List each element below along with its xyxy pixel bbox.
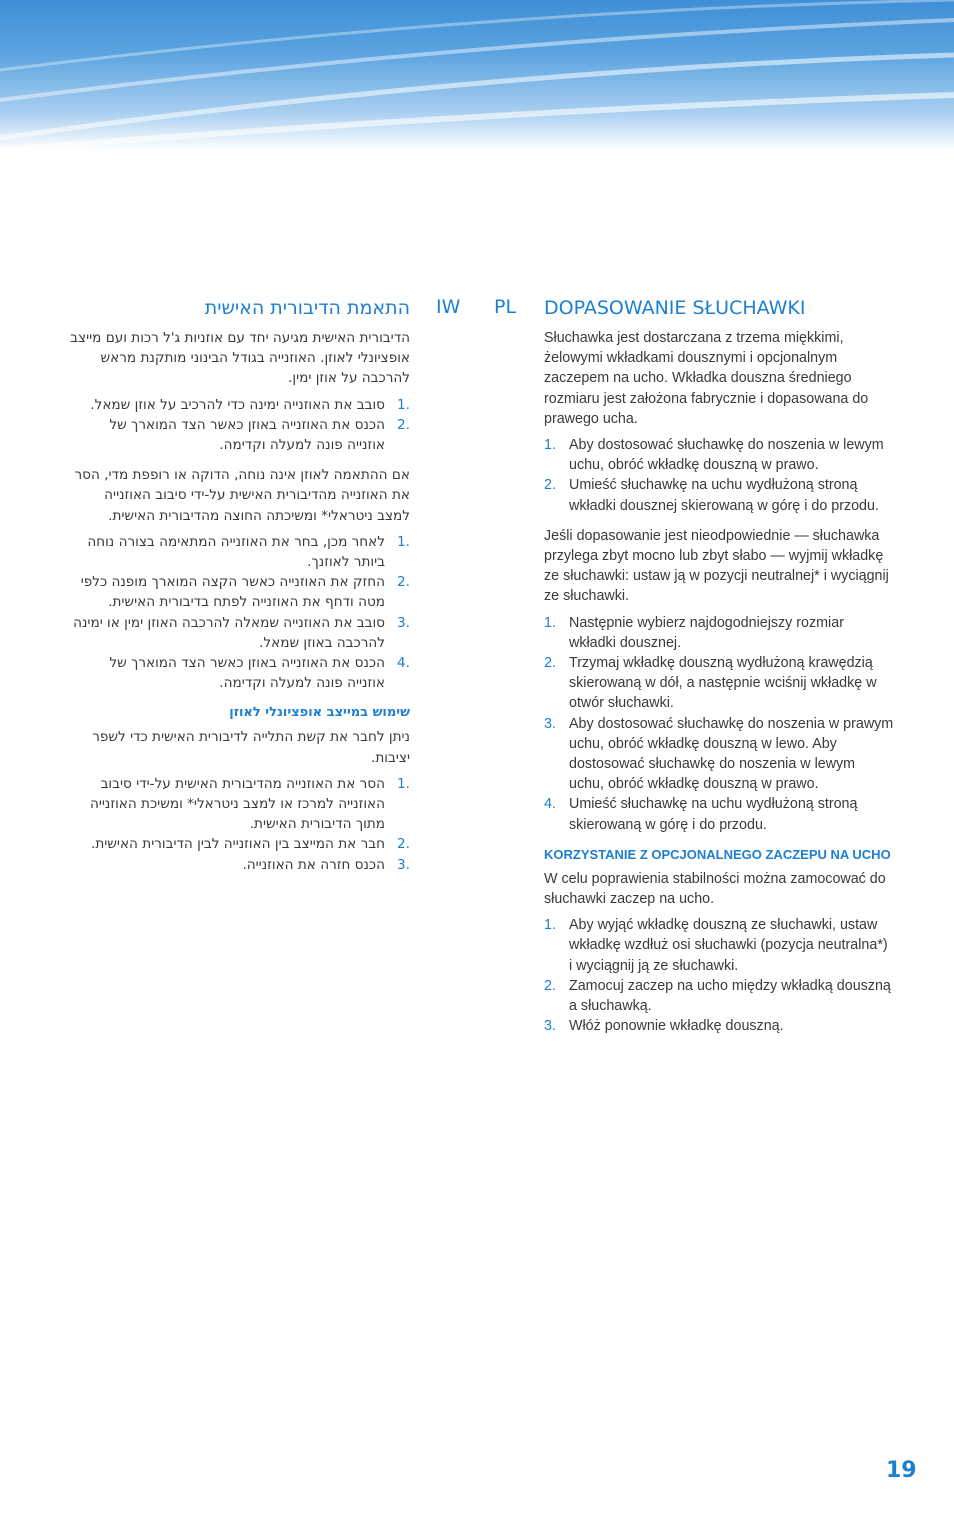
list-item: .2 הכנס את האוזנייה באוזן כאשר הצד המוארך של אוזנייה פונה למעלה וקדימה. <box>109 416 410 454</box>
pl-intro: Słuchawka jest dostarczana z trzema miękkimi, żelowymi wkładkami dousznymi i opcjonalnym zaczepem na ucho. Wkładka douszna średniego rozmiaru jest założona fabrycznie i dopasowana do prawego ucha. <box>544 330 869 427</box>
header-wave-decoration <box>0 0 954 150</box>
language-label-pl: PL <box>494 296 517 318</box>
list-item: 3. Aby dostosować słuchawkę do noszenia w prawym uchu, obróć wkładkę douszną w lewo. Aby dostosować słuchawkę do noszenia w lewym uchu, obróć wkładkę douszną w prawo. <box>544 715 894 793</box>
pl-section-title: DOPASOWANIE SŁUCHAWKI <box>544 297 806 319</box>
he-subheading: שימוש במייצב אופציונלי לאוזן <box>229 705 410 721</box>
list-item: .3 סובב את האוזנייה שמאלה להרכבה האוזן ימין או ימינה להרכבה באוזן שמאל. <box>73 614 410 651</box>
list-item: .4 הכנס את האוזנייה באוזן כאשר הצד המוארך של אוזנייה פונה למעלה וקדימה. <box>109 655 410 692</box>
list-item: 2. Zamocuj zaczep na ucho między wkładką douszną a słuchawką. <box>544 977 891 1015</box>
list-item: 3. Włóż ponownie wkładkę douszną. <box>544 1018 784 1035</box>
language-label-iw: IW <box>436 296 461 318</box>
pl-paragraph-3: W celu poprawienia stabilności można zamocować do słuchawki zaczep na ucho. <box>544 870 886 908</box>
list-item: .2 חבר את המייצב בין האוזנייה לבין הדיבורית האישית. <box>91 836 410 853</box>
hebrew-column <box>70 296 410 885</box>
list-item: 4. Umieść słuchawkę na uchu wydłużoną stroną skierowaną w górę i do przodu. <box>544 796 858 833</box>
list-item: 2. Trzymaj wkładkę douszną wydłużoną krawędzią skierowaną w dół, a następnie wciśnij wkładkę w otwór słuchawki. <box>544 655 877 712</box>
he-paragraph-3: ניתן לחבר את קשת התלייה לדיבורית האישית כדי לשפר יציבות. <box>92 729 410 766</box>
list-item: .2 החזק את האוזנייה כאשר הקצה המוארך מופנה כלפי מטה ודחף את האוזנייה לפתח בדיבורית האישית. <box>80 574 410 611</box>
header-band <box>0 0 954 150</box>
list-item: 1. Aby wyjąć wkładkę douszną ze słuchawki, ustaw wkładkę wzdłuż osi słuchawki (pozycja neutralna*) i wyciągnij ją ze słuchawki. <box>544 917 888 974</box>
list-item: .1 הסר את האוזנייה מהדיבורית האישית על-ידי סיבוב האוזנייה למרכז או למצב ניטראלי* ומשיכת האוזנייה מתוך הדיבורית האישית. <box>89 775 410 833</box>
list-item: .1 לאחר מכן, בחר את האוזנייה המתאימה בצורה נוחה ביותר לאוזנך. <box>87 533 410 571</box>
he-paragraph-2: אם ההתאמה לאוזן אינה נוחה, הדוקה או רופפת מדי, הסר את האוזנייה מהדיבורית האישית על-ידי סיבוב האוזנייה למצב ניטראלי* ומשיכתה החוצה מהדיבורית האישית. <box>74 467 410 524</box>
pl-paragraph-2: Jeśli dopasowanie jest nieodpowiednie — słuchawka przylega zbyt mocno lub zbyt słabo — wyjmij wkładkę ze słuchawki: ustaw ją w pozycji neutralnej* i wyciągnij ze słuchawki. <box>544 527 889 605</box>
list-item: 1. Aby dostosować słuchawkę do noszenia w lewym uchu, obróć wkładkę douszną w prawo. <box>544 437 884 474</box>
list-item: 2. Umieść słuchawkę na uchu wydłużoną stroną wkładki dousznej skierowaną w górę i do przodu. <box>544 477 879 514</box>
he-list-1 <box>70 395 410 456</box>
pl-list-2 <box>544 613 894 835</box>
he-list-3 <box>70 774 410 875</box>
he-list-2 <box>70 532 410 694</box>
page-number: 19 <box>886 1458 917 1483</box>
list-item: 1. Następnie wybierz najdogodniejszy rozmiar wkładki dousznej. <box>544 614 844 651</box>
he-section-title: התאמת הדיבורית האישית <box>204 297 410 319</box>
pl-list-3 <box>544 915 894 1036</box>
he-intro: הדיבורית האישית מגיעה יחד עם אוזניות ג'ל רכות ועם מייצב אופציונלי לאוזן. האוזנייה בגודל הבינוני מותקנת מראש להרכבה על אוזן ימין. <box>70 330 410 387</box>
pl-subheading: KORZYSTANIE Z OPCJONALNEGO ZACZEPU NA UCHO <box>544 846 891 862</box>
pl-list-1 <box>544 435 894 516</box>
polish-column <box>544 296 894 1047</box>
list-item: .3 הכנס חזרה את האוזנייה. <box>242 856 410 873</box>
list-item: .1 סובב את האוזנייה ימינה כדי להרכיב על אוזן שמאל. <box>90 396 410 413</box>
